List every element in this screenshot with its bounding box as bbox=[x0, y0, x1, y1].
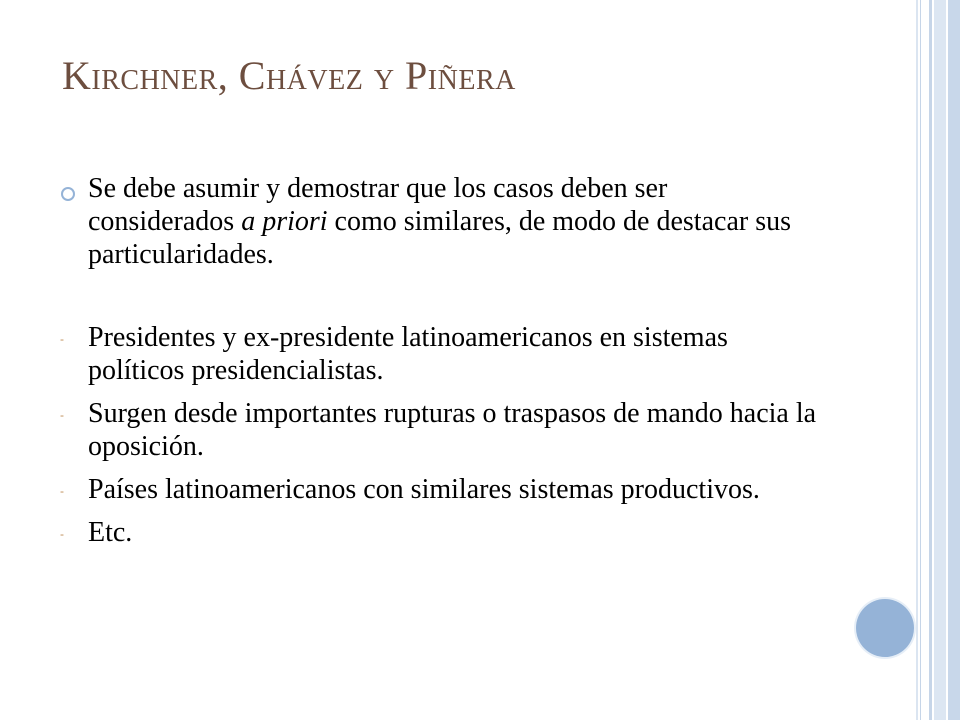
slide-body bbox=[60, 172, 820, 559]
decorative-stripe bbox=[948, 0, 960, 720]
dash-bullet-icon: - bbox=[60, 332, 64, 346]
decorative-stripe bbox=[920, 0, 929, 720]
sub-bullet bbox=[60, 516, 820, 549]
slide-title: Kirchner, Chávez y Piñera bbox=[62, 53, 516, 98]
dash-bullet-icon: - bbox=[60, 484, 64, 498]
decorative-circle bbox=[856, 599, 914, 657]
decorative-stripe bbox=[934, 0, 946, 720]
decorative-stripe bbox=[916, 0, 918, 720]
dash-bullet-icon: - bbox=[60, 527, 64, 541]
sub-bullet bbox=[60, 397, 820, 463]
decorative-stripe bbox=[929, 0, 932, 720]
main-bullet-text: Se debe asumir y demostrar que los casos deben ser considerados a priori como similares, de modo de destacar sus particularidades. bbox=[88, 173, 791, 270]
circle-bullet-icon bbox=[61, 187, 75, 201]
sub-bullet-text: Países latinoamericanos con similares sistemas productivos. bbox=[88, 474, 760, 505]
sub-bullet-text: Surgen desde importantes rupturas o traspasos de mando hacia la oposición. bbox=[88, 398, 817, 462]
dash-bullet-icon: - bbox=[60, 408, 64, 422]
sub-bullet-text: Etc. bbox=[88, 517, 133, 548]
sub-bullet bbox=[60, 321, 820, 387]
sub-bullet bbox=[60, 473, 820, 506]
sub-bullet-text: Presidentes y ex-presidente latinoamericanos en sistemas políticos presidencialistas. bbox=[88, 322, 728, 386]
main-bullet bbox=[60, 172, 820, 271]
